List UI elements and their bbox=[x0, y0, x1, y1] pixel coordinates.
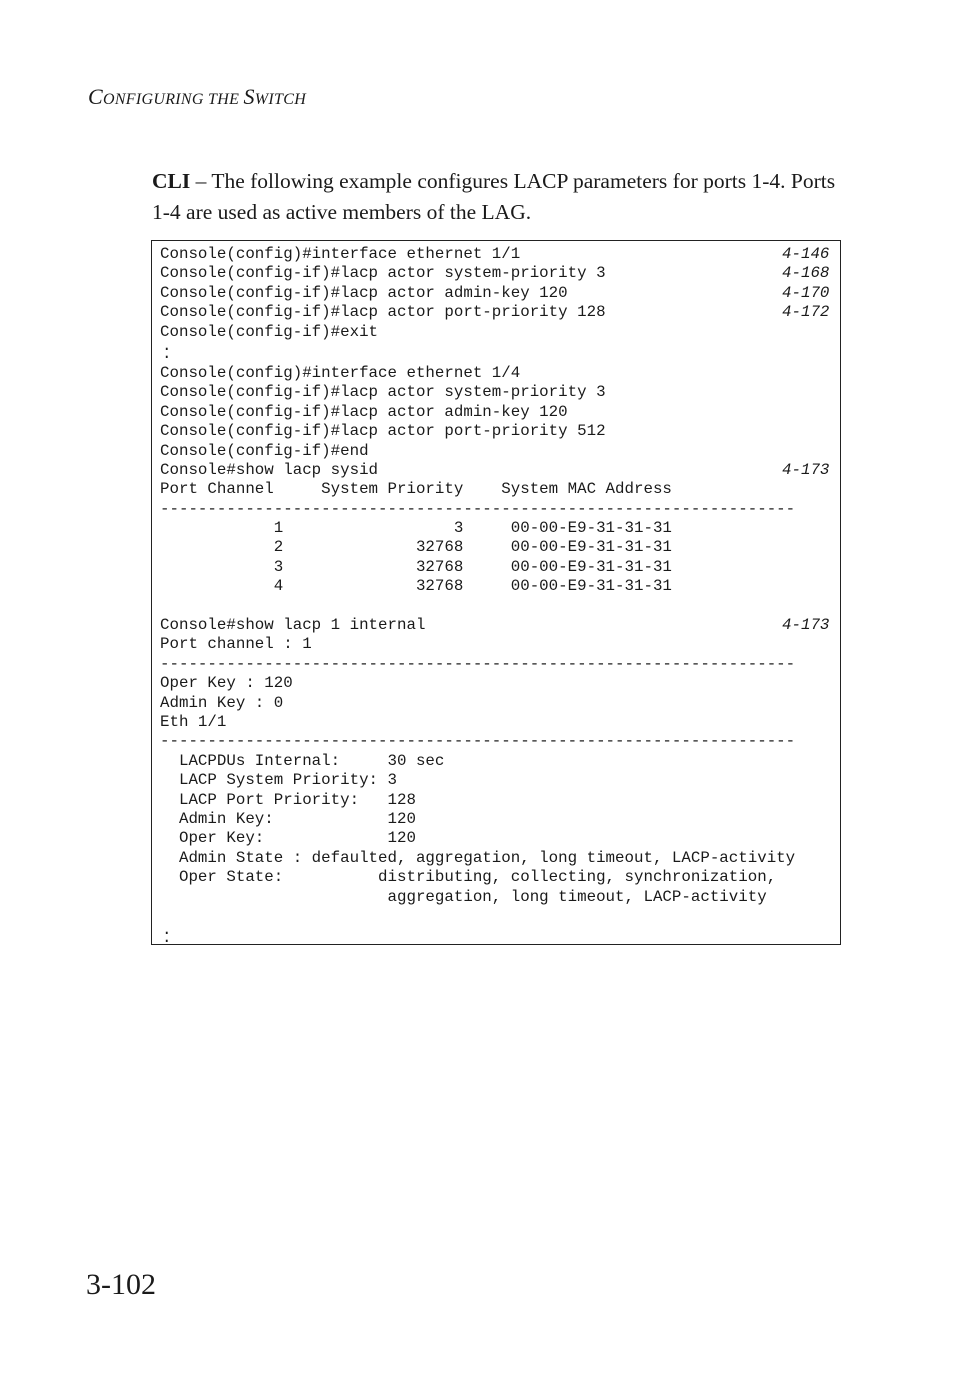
code-line bbox=[160, 422, 795, 441]
code-line bbox=[160, 480, 795, 499]
code-listing bbox=[160, 245, 830, 948]
intro-paragraph bbox=[152, 166, 852, 228]
code-command: LACPDUs Internal: 30 sec bbox=[160, 751, 445, 770]
running-head-initial-s: S bbox=[243, 84, 255, 109]
code-line bbox=[160, 442, 795, 461]
page-reference: 4-170 bbox=[782, 283, 830, 302]
code-command: LACP System Priority: 3 bbox=[160, 771, 397, 790]
code-line bbox=[160, 752, 795, 771]
code-command: Console(config)#interface ethernet 1/4 bbox=[160, 363, 521, 382]
page-reference: 4-168 bbox=[782, 264, 830, 283]
code-line bbox=[160, 771, 795, 790]
code-line bbox=[160, 674, 795, 693]
code-command: Console#show lacp sysid bbox=[160, 460, 379, 479]
running-head-smallcaps-1: ONFIGURING THE bbox=[102, 91, 244, 108]
code-line bbox=[160, 519, 795, 538]
code-command: Port channel : 1 bbox=[160, 635, 312, 654]
code-command: ------------------------------------------------------------------- bbox=[160, 732, 796, 751]
code-command: Port Channel System Priority System MAC Address bbox=[160, 480, 672, 499]
code-line bbox=[160, 635, 795, 654]
code-command: Console(config-if)#lacp actor port-priority 128 bbox=[160, 303, 606, 322]
code-line bbox=[160, 616, 830, 635]
code-command: 1 3 00-00-E9-31-31-31 bbox=[160, 519, 672, 538]
code-command: ------------------------------------------------------------------- bbox=[160, 654, 796, 673]
page-reference: 4-146 bbox=[782, 245, 830, 263]
ellipsis-marker: . . bbox=[162, 336, 172, 363]
page-reference: 4-173 bbox=[782, 616, 830, 635]
blank-line bbox=[160, 597, 795, 616]
code-line bbox=[160, 558, 795, 577]
code-command: Oper Key : 120 bbox=[160, 674, 293, 693]
running-head-initial-c: C bbox=[88, 84, 103, 109]
code-line bbox=[160, 500, 795, 519]
code-command: Console(config-if)#lacp actor admin-key 120 bbox=[160, 402, 568, 421]
code-line bbox=[160, 403, 795, 422]
code-line bbox=[160, 849, 795, 868]
code-line bbox=[160, 868, 795, 887]
code-command: 3 32768 00-00-E9-31-31-31 bbox=[160, 557, 672, 576]
running-head-smallcaps-2: WITCH bbox=[254, 91, 307, 108]
code-command: Console(config)#interface ethernet 1/1 bbox=[160, 245, 521, 263]
code-command: Console#show lacp 1 internal bbox=[160, 616, 426, 635]
code-line bbox=[160, 713, 795, 732]
code-line bbox=[160, 694, 795, 713]
code-command: Oper Key: 120 bbox=[160, 829, 416, 848]
code-command: Console(config-if)#lacp actor system-priority 3 bbox=[160, 383, 606, 402]
code-command: Console(config-if)#lacp actor port-priority 512 bbox=[160, 422, 606, 441]
code-command: Oper State: distributing, collecting, synchronization, bbox=[160, 868, 777, 887]
code-command: aggregation, long timeout, LACP-activity bbox=[160, 887, 767, 906]
code-line bbox=[160, 283, 830, 303]
blank-line bbox=[160, 907, 795, 926]
code-line bbox=[160, 383, 795, 402]
code-line bbox=[160, 732, 795, 751]
code-command: LACP Port Priority: 128 bbox=[160, 790, 416, 809]
code-line bbox=[160, 538, 795, 557]
cli-label: CLI bbox=[152, 169, 191, 193]
code-command: Console(config-if)#lacp actor system-priority 3 bbox=[160, 264, 606, 283]
code-line bbox=[160, 829, 795, 848]
page-reference: 4-173 bbox=[782, 460, 830, 479]
code-line bbox=[160, 264, 830, 283]
code-line bbox=[160, 791, 795, 810]
code-command: Console(config-if)#exit bbox=[160, 322, 379, 341]
code-command: Eth 1/1 bbox=[160, 712, 227, 731]
ellipsis-marker: . . bbox=[162, 921, 172, 948]
code-line bbox=[160, 245, 830, 264]
code-command: Admin Key: 120 bbox=[160, 809, 416, 828]
code-line bbox=[160, 888, 795, 907]
intro-text: – The following example configures LACP parameters for ports 1-4. Ports 1-4 are used as active members of the LAG. bbox=[152, 169, 836, 224]
page-reference: 4-172 bbox=[782, 303, 830, 322]
code-command: Admin State : defaulted, aggregation, long timeout, LACP-activity bbox=[160, 848, 796, 867]
code-command: 4 32768 00-00-E9-31-31-31 bbox=[160, 577, 672, 596]
code-command: Console(config-if)#end bbox=[160, 441, 369, 460]
code-command: 2 32768 00-00-E9-31-31-31 bbox=[160, 538, 672, 557]
code-command: Admin Key : 0 bbox=[160, 693, 284, 712]
code-line bbox=[160, 810, 795, 829]
code-line bbox=[160, 577, 795, 596]
code-line bbox=[160, 364, 795, 383]
running-head bbox=[88, 84, 306, 110]
code-line bbox=[160, 303, 830, 322]
code-line bbox=[160, 323, 795, 342]
page-number: 3-102 bbox=[86, 1268, 156, 1301]
code-command: Console(config-if)#lacp actor admin-key 120 bbox=[160, 283, 568, 302]
code-command: ------------------------------------------------------------------- bbox=[160, 499, 796, 518]
code-example-box bbox=[151, 240, 841, 948]
code-line bbox=[160, 460, 830, 480]
code-line bbox=[160, 655, 795, 674]
